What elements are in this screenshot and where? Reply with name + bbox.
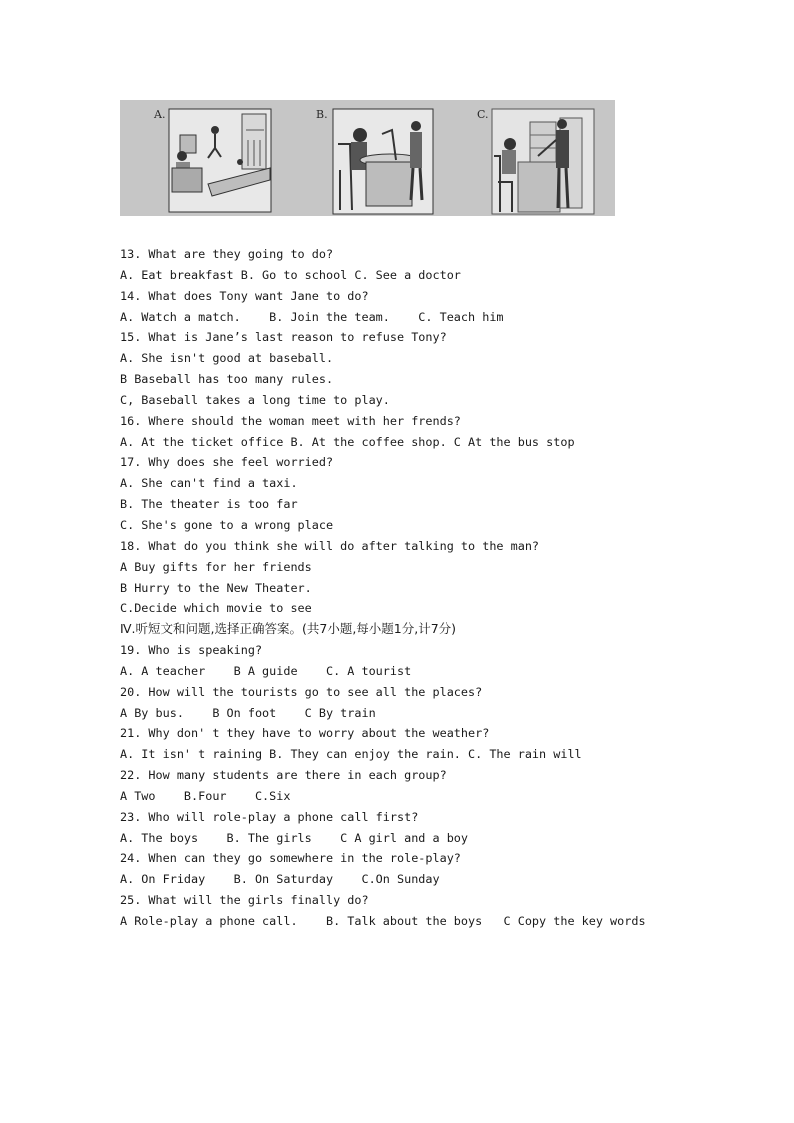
options-13: A. Eat breakfast B. Go to school C. See a doctor [120, 267, 461, 282]
option-18b: B Hurry to the New Theater. [120, 580, 312, 595]
option-15c: C, Baseball takes a long time to play. [120, 392, 390, 407]
question-20: 20. How will the tourists go to see all the places? [120, 684, 483, 699]
option-15b: B Baseball has too many rules. [120, 372, 334, 387]
picture-a-label: A. [154, 108, 166, 121]
picture-options-svg [120, 100, 615, 216]
question-24: 24. When can they go somewhere in the role-play? [120, 851, 461, 866]
question-15: 15. What is Jane’s last reason to refuse Tony? [120, 330, 447, 345]
options-24: A. On Friday B. On Saturday C.On Sunday [120, 872, 440, 887]
question-17: 17. Why does she feel worried? [120, 455, 334, 470]
options-14: A. Watch a match. B. Join the team. C. Teach him [120, 309, 504, 324]
section-heading: Ⅳ.听短文和问题,选择正确答案。(共7小题,每小题1分,计7分) [120, 621, 457, 637]
options-25: A Role-play a phone call. B. Talk about the boys C Copy the key words [120, 914, 646, 928]
picture-b-label: B. [316, 108, 328, 121]
option-17a: A. She can't find a taxi. [120, 476, 298, 491]
question-13: 13. What are they going to do? [120, 247, 334, 261]
option-17c: C. She's gone to a wrong place [120, 517, 334, 532]
question-25: 25. What will the girls finally do? [120, 893, 369, 908]
question-22: 22. How many students are there in each group? [120, 768, 447, 783]
option-17b: B. The theater is too far [120, 497, 298, 512]
option-18c: C.Decide which movie to see [120, 601, 312, 616]
question-16: 16. Where should the woman meet with her frends? [120, 413, 461, 428]
picture-c [477, 108, 594, 214]
picture-a [153, 108, 271, 212]
option-18a: A Buy gifts for her friends [120, 559, 312, 574]
question-21: 21. Why don' t they have to worry about the weather? [120, 726, 490, 741]
question-18: 18. What do you think she will do after talking to the man? [120, 538, 540, 553]
picture-b [316, 108, 433, 214]
options-16: A. At the ticket office B. At the coffee shop. C At the bus stop [120, 434, 575, 449]
listening-picture-strip [120, 100, 615, 216]
option-15a: A. She isn't good at baseball. [120, 351, 334, 366]
options-21: A. It isn' t raining B. They can enjoy the rain. C. The rain will [120, 747, 582, 762]
question-list [120, 244, 646, 932]
question-23: 23. Who will role-play a phone call first? [120, 809, 419, 824]
question-14: 14. What does Tony want Jane to do? [120, 288, 369, 303]
question-19: 19. Who is speaking? [120, 643, 263, 658]
options-20: A By bus. B On foot C By train [120, 705, 376, 720]
options-23: A. The boys B. The girls C A girl and a boy [120, 830, 469, 845]
picture-c-label: C. [477, 108, 489, 121]
options-22: A Two B.Four C.Six [120, 788, 291, 803]
options-19: A. A teacher B A guide C. A tourist [120, 663, 412, 678]
